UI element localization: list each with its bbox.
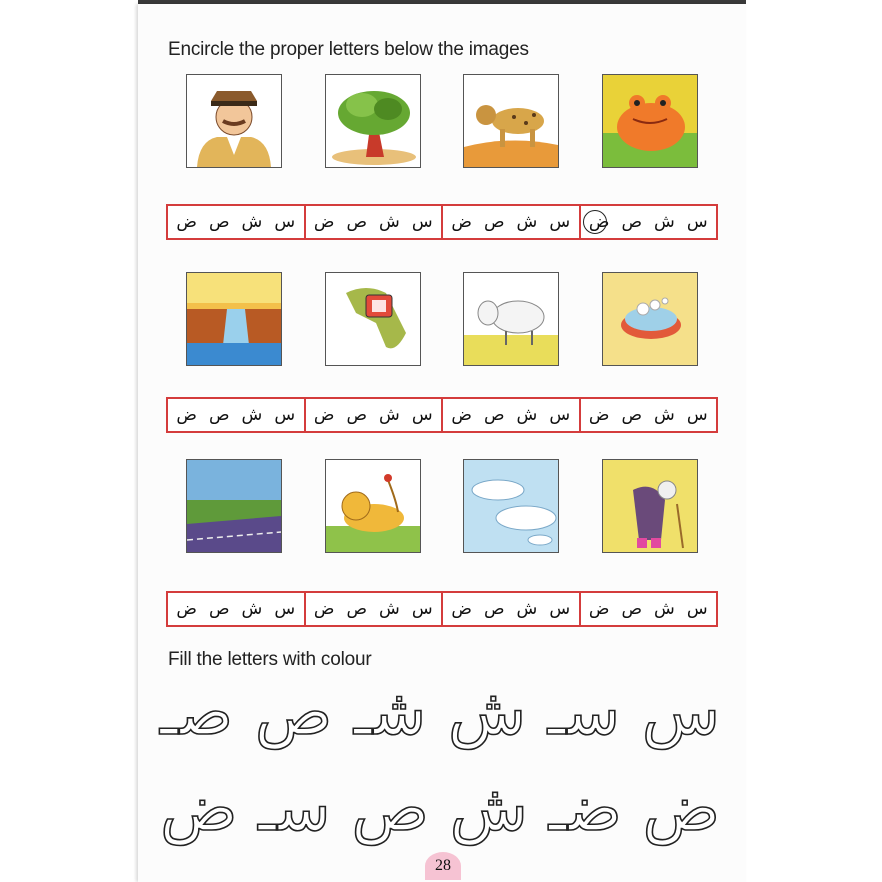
image-sheep xyxy=(463,272,559,366)
letter-option[interactable]: س xyxy=(549,599,571,619)
letter-option[interactable]: ص xyxy=(208,212,230,232)
page-number: 28 xyxy=(425,852,461,880)
letter-option[interactable]: س xyxy=(411,599,433,619)
letter-option[interactable]: ص xyxy=(208,599,230,619)
letter-option[interactable]: س xyxy=(274,405,296,425)
answer-cell xyxy=(304,399,442,431)
answer-cell xyxy=(579,593,717,625)
outline-letter[interactable]: صـ xyxy=(160,676,234,750)
letter-option[interactable]: ش xyxy=(654,599,675,619)
letter-option[interactable]: س xyxy=(274,599,296,619)
outline-row-1 xyxy=(160,668,720,758)
answer-cell xyxy=(168,206,304,238)
outline-letter[interactable]: س xyxy=(641,676,720,750)
image-frog xyxy=(602,74,698,168)
letter-option[interactable]: س xyxy=(686,599,708,619)
letter-option[interactable]: س xyxy=(411,212,433,232)
letter-option[interactable]: ش xyxy=(241,212,263,232)
answer-cell xyxy=(441,206,579,238)
letter-option[interactable]: ص xyxy=(346,212,368,232)
outline-letter[interactable]: ض xyxy=(642,772,720,846)
outline-row-2 xyxy=(160,764,720,854)
image-old-man xyxy=(602,459,698,553)
letter-option[interactable]: ص xyxy=(346,405,368,425)
outline-letter[interactable]: سـ xyxy=(547,676,621,750)
outline-letter[interactable]: سـ xyxy=(258,772,331,846)
letter-option[interactable]: س xyxy=(686,212,708,232)
outline-letter[interactable]: ش xyxy=(449,772,528,846)
image-clouds xyxy=(463,459,559,553)
letter-option[interactable]: ش xyxy=(654,212,675,232)
letter-option[interactable]: ض xyxy=(588,599,610,619)
letter-option[interactable]: ص xyxy=(483,599,505,619)
letter-option[interactable]: س xyxy=(274,212,296,232)
letter-option[interactable]: ش xyxy=(516,599,538,619)
answer-strip-1 xyxy=(166,204,718,240)
heading-encircle: Encircle the proper letters below the images xyxy=(168,39,529,60)
letter-option[interactable]: ش xyxy=(241,599,263,619)
heading-fill: Fill the letters with colour xyxy=(168,649,372,670)
answer-cell xyxy=(304,593,442,625)
outline-letter[interactable]: ص xyxy=(351,772,429,846)
letter-option[interactable]: س xyxy=(549,212,571,232)
letter-option[interactable]: ص xyxy=(208,405,230,425)
letter-option[interactable]: ص xyxy=(621,405,643,425)
letter-option[interactable]: ش xyxy=(379,212,400,232)
answer-cell xyxy=(441,593,579,625)
letter-option[interactable]: ض xyxy=(451,212,472,232)
image-watch xyxy=(325,272,421,366)
letter-option[interactable]: ص xyxy=(483,405,505,425)
image-road xyxy=(186,459,282,553)
letter-option[interactable]: ص xyxy=(483,212,505,232)
letter-option[interactable]: ش xyxy=(241,405,263,425)
letter-option[interactable]: ش xyxy=(379,405,400,425)
image-tree xyxy=(325,74,421,168)
letter-option[interactable]: ص xyxy=(621,212,643,232)
outline-letter[interactable]: ض xyxy=(160,772,238,846)
letter-option[interactable]: ش xyxy=(516,405,538,425)
answer-cell xyxy=(579,206,717,238)
answer-strip-2 xyxy=(166,397,718,433)
letter-option[interactable]: ض xyxy=(176,599,197,619)
answer-cell xyxy=(168,593,304,625)
letter-option[interactable]: ض xyxy=(451,405,472,425)
answer-cell xyxy=(579,399,717,431)
letter-option[interactable]: ض xyxy=(313,212,335,232)
letter-option[interactable]: س xyxy=(549,405,571,425)
outline-letter[interactable]: شـ xyxy=(353,676,427,750)
circled-letter[interactable]: ض xyxy=(588,212,610,232)
letter-option[interactable]: ص xyxy=(621,599,643,619)
image-soap xyxy=(602,272,698,366)
letter-option[interactable]: ض xyxy=(451,599,472,619)
image-hyena xyxy=(463,74,559,168)
outline-letter[interactable]: ش xyxy=(447,676,527,750)
image-waterfall xyxy=(186,272,282,366)
letter-option[interactable]: ض xyxy=(176,212,197,232)
letter-option[interactable]: ص xyxy=(346,599,368,619)
outline-letter[interactable]: ضـ xyxy=(548,772,622,846)
answer-cell xyxy=(168,399,304,431)
image-lion-cub xyxy=(325,459,421,553)
letter-option[interactable]: ض xyxy=(588,405,610,425)
image-policeman xyxy=(186,74,282,168)
letter-option[interactable]: ض xyxy=(313,405,335,425)
letter-option[interactable]: ش xyxy=(654,405,675,425)
letter-option[interactable]: ض xyxy=(313,599,335,619)
letter-option[interactable]: ش xyxy=(379,599,400,619)
letter-option[interactable]: س xyxy=(686,405,708,425)
outline-letter[interactable]: ص xyxy=(254,676,333,750)
answer-cell xyxy=(304,206,442,238)
letter-option[interactable]: س xyxy=(411,405,433,425)
letter-option[interactable]: ش xyxy=(516,212,538,232)
answer-strip-3 xyxy=(166,591,718,627)
letter-option[interactable]: ض xyxy=(176,405,197,425)
answer-cell xyxy=(441,399,579,431)
